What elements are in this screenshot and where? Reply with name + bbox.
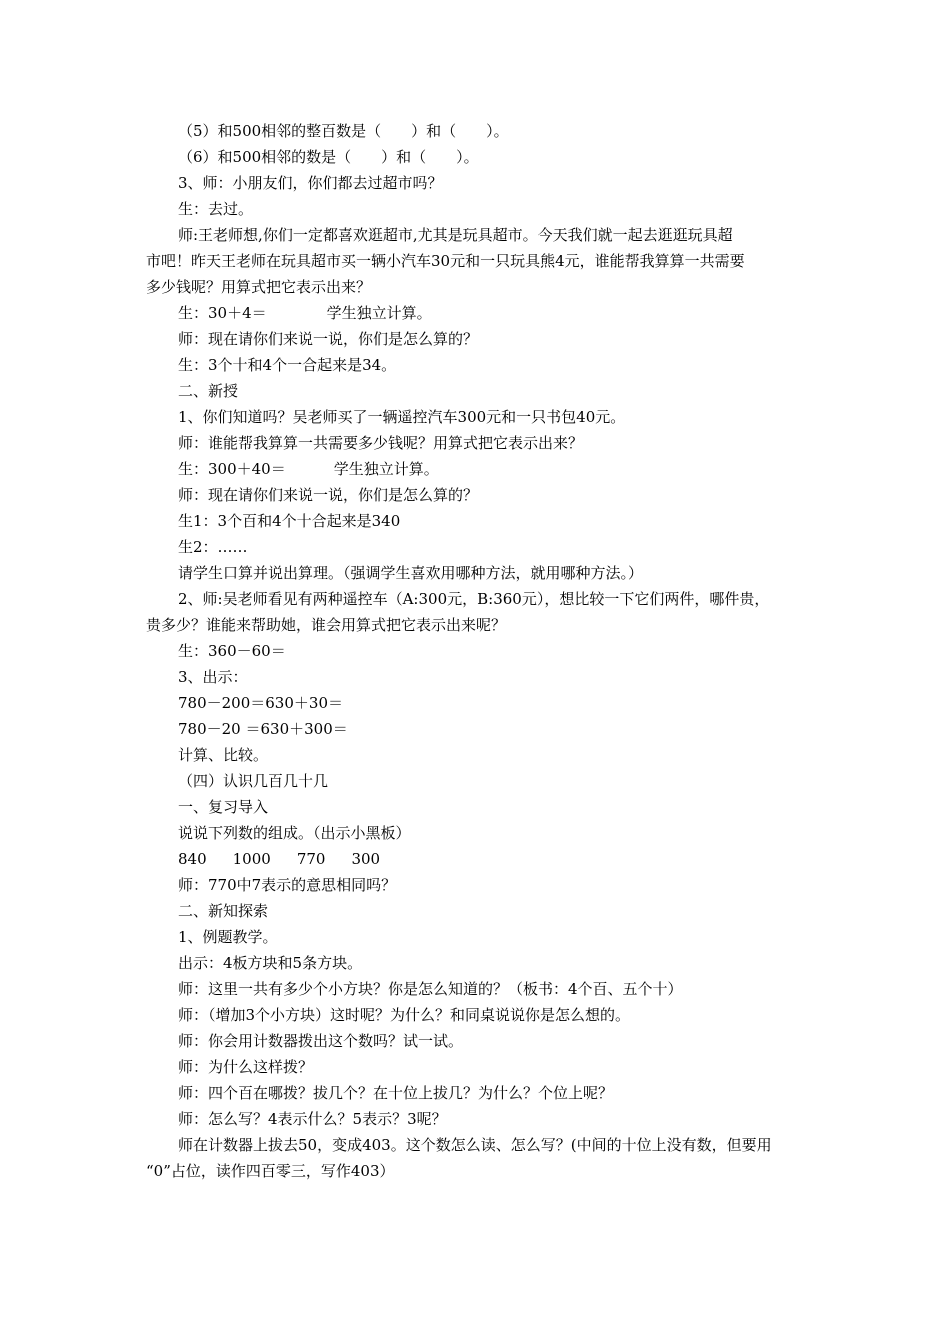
equation: 630＋30＝: [265, 694, 343, 712]
text-line: 出示：4板方块和5条方块。: [178, 954, 363, 972]
text-line: 师：怎么写？4表示什么？5表示？3呢？: [178, 1110, 447, 1128]
document-body: [146, 118, 816, 1184]
text-line: [146, 300, 816, 326]
text-line: 师：谁能帮我算算一共需要多少钱呢？用算式把它表示出来？: [178, 434, 584, 452]
text-line: 师:王老师想,你们一定都喜欢逛超市,尤其是玩具超市。今天我们就一起去逛逛玩具超: [178, 226, 733, 244]
text-line: 师：这里一共有多少个小方块？你是怎么知道的？（板书：4个百、五个十）: [178, 980, 683, 998]
number: 1000: [232, 850, 271, 868]
text-line: 师：770中7表示的意思相同吗？: [178, 876, 397, 894]
number: 770: [296, 850, 326, 868]
text-line: 贵多少？谁能来帮助她，谁会用算式把它表示出来呢？: [146, 616, 507, 634]
equation: 生：30＋4＝: [178, 304, 267, 322]
note: 学生独立计算。: [333, 460, 439, 478]
equation: 630＋300＝: [260, 720, 348, 738]
number-list: [146, 846, 816, 872]
equation-row: [146, 716, 816, 742]
text-line: 请学生口算并说出算理。（强调学生喜欢用哪种方法，就用哪种方法。）: [178, 564, 644, 582]
equation-row: [146, 690, 816, 716]
text-line: 师：（增加3个小方块）这时呢？为什么？和同桌说说你是怎么想的。: [178, 1006, 631, 1024]
equation: 780－200＝: [178, 694, 266, 712]
number: 840: [178, 850, 207, 868]
section-heading: （四）认识几百几十几: [178, 772, 329, 790]
text-line: 师：你会用计数器拨出这个数吗？试一试。: [178, 1032, 464, 1050]
text-line: 师在计数器上拔去50，变成403。这个数怎么读、怎么写？(中间的十位上没有数，但要用: [178, 1136, 772, 1154]
text-line: 师：为什么这样拨？: [178, 1058, 314, 1076]
number: 300: [351, 850, 381, 868]
text-line: 1、你们知道吗？吴老师买了一辆遥控汽车300元和一只书包40元。: [178, 408, 626, 426]
text-line: 生：3个十和4个一合起来是34。: [178, 356, 397, 374]
text-line: 生1：3个百和4个十合起来是340: [178, 512, 401, 530]
text-line: 3、出示：: [178, 668, 248, 686]
text-line: 1、例题教学。: [178, 928, 278, 946]
text-line: [146, 456, 816, 482]
text-line: 3、师：小朋友们，你们都去过超市吗？: [178, 174, 443, 192]
section-heading: 一、复习导入: [178, 798, 269, 816]
text-line: 生：360－60＝: [178, 642, 286, 660]
equation: 780－20 ＝: [178, 720, 261, 738]
text-line: 多少钱呢？用算式把它表示出来？: [146, 278, 372, 296]
text-line: （5）和500相邻的整百数是（ ）和（ ）。: [178, 122, 509, 140]
text-line: 市吧！昨天王老师在玩具超市买一辆小汽车30元和一只玩具熊4元，谁能帮我算算一共需要: [146, 252, 745, 270]
text-line: （6）和500相邻的数是（ ）和（ ）。: [178, 148, 479, 166]
equation: 生：300＋40＝: [178, 460, 286, 478]
text-line: 2、师:吴老师看见有两种遥控车（A:300元，B:360元），想比较一下它们两件，哪件贵，: [178, 590, 770, 608]
text-line: 师：四个百在哪拨？拔几个？在十位上拔几？为什么？个位上呢？: [178, 1084, 614, 1102]
text-line: 师：现在请你们来说一说，你们是怎么算的？: [178, 486, 479, 504]
text-line: 计算、比较。: [178, 746, 269, 764]
note: 学生独立计算。: [326, 304, 432, 322]
text-line: 生：去过。: [178, 200, 254, 218]
text-line: 说说下列数的组成。（出示小黑板）: [178, 824, 411, 842]
section-heading: 二、新知探索: [178, 902, 269, 920]
text-line: 师：现在请你们来说一说，你们是怎么算的？: [178, 330, 479, 348]
text-line: 生2：……: [178, 538, 248, 556]
section-heading: 二、新授: [178, 382, 239, 400]
text-line: “0”占位，读作四百零三，写作403）: [146, 1162, 395, 1180]
